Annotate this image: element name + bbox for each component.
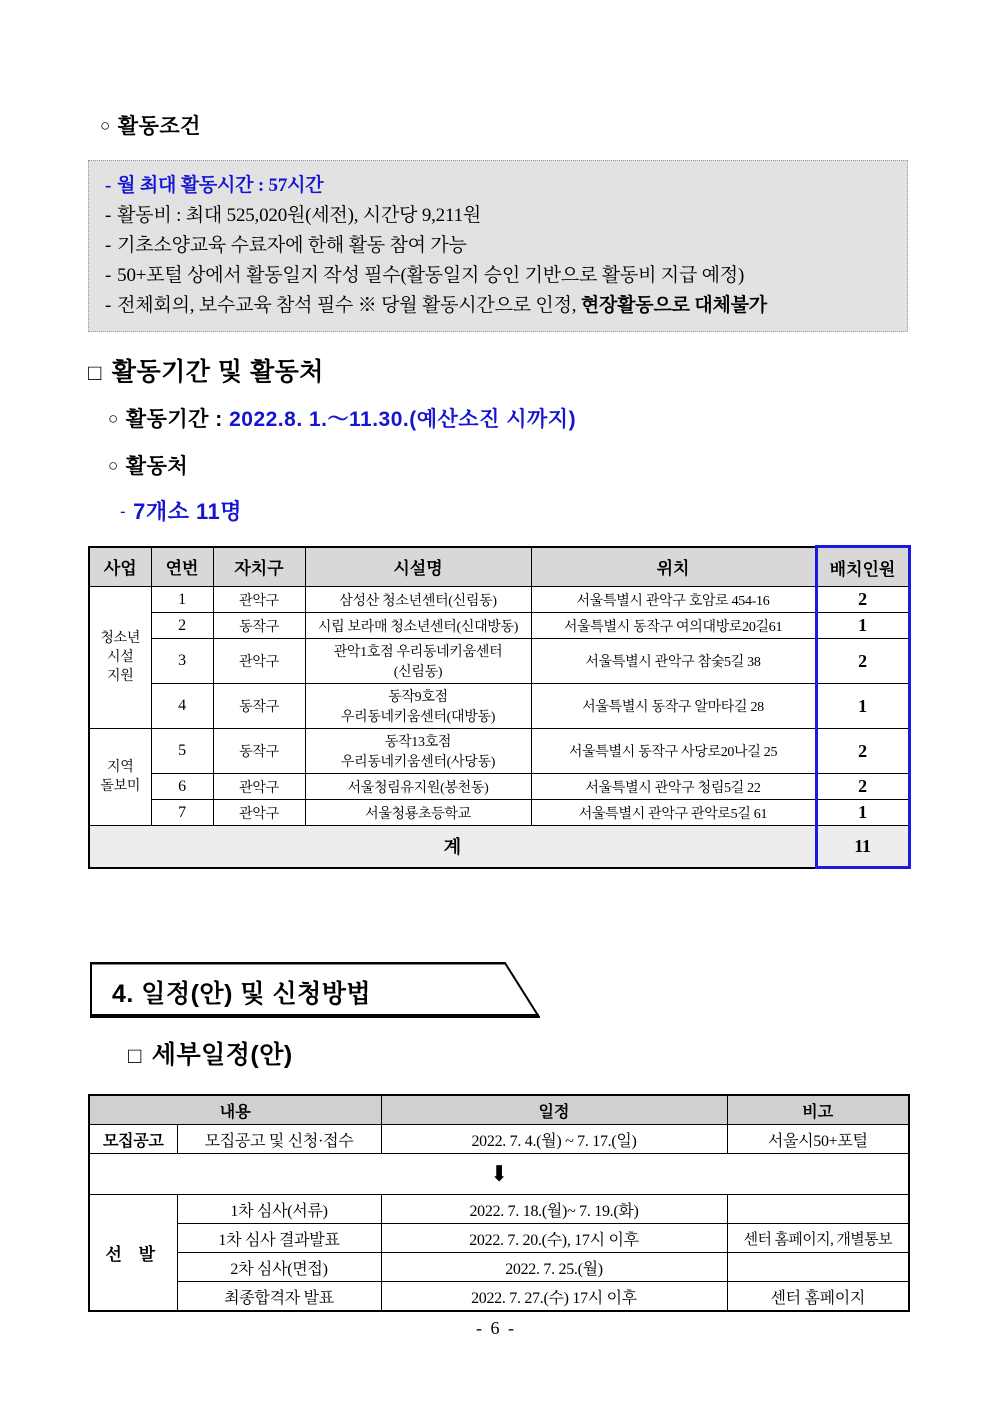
condition-line-3: [105, 231, 893, 261]
cell-seq: 3: [151, 639, 213, 684]
cell-location: 서울특별시 동작구 알마타길 28: [531, 684, 816, 729]
square-bullet-icon: □: [88, 360, 102, 385]
cell-headcount: 2: [816, 639, 909, 684]
table-row: [89, 1253, 909, 1282]
down-arrow-icon: ⬇: [89, 1154, 909, 1195]
cell-seq: 2: [151, 613, 213, 639]
col-header-content: 내용: [89, 1095, 381, 1125]
schedule-subheading-text: 세부일정(안): [151, 1041, 293, 1069]
schedule-subheading: [128, 1035, 293, 1071]
condition-line-1-text: 월 최대 활동시간 : 57시간: [117, 175, 324, 196]
cell-seq: 6: [151, 774, 213, 800]
section-4-title: 4. 일정(안) 및 신청방법: [112, 980, 372, 1008]
conditions-heading-text: 활동조건: [117, 115, 201, 138]
cell-headcount: 1: [816, 684, 909, 729]
cell-location: 서울특별시 관악구 청림5길 22: [531, 774, 816, 800]
cell-district: 관악구: [213, 587, 305, 613]
dash-marker: -: [105, 295, 112, 316]
schedule-table-header-row: [89, 1095, 909, 1125]
cell-seq: 7: [151, 800, 213, 826]
cell-selection-label: 선 발: [89, 1195, 177, 1312]
place-label: 활동처: [125, 455, 189, 478]
table-row: [89, 800, 909, 826]
cell-seq: 1: [151, 587, 213, 613]
cell-notice-content: 모집공고 및 신청·접수: [177, 1125, 381, 1154]
place-summary-text: 7개소 11명: [133, 499, 243, 524]
col-header-location: 위치: [531, 547, 816, 587]
table-row: [89, 1195, 909, 1224]
dash-marker: -: [120, 502, 127, 521]
cell-location: 서울특별시 관악구 호암로 454-16: [531, 587, 816, 613]
condition-line-5: [105, 291, 893, 321]
cell-facility: 서울청림유지원(봉천동): [305, 774, 531, 800]
conditions-heading: [100, 110, 201, 140]
cell-facility: 관악1호점 우리동네키움센터 (신림동): [305, 639, 531, 684]
cell-notice-schedule: 2022. 7. 4.(월) ~ 7. 17.(일): [381, 1125, 727, 1154]
dash-marker: -: [105, 235, 112, 256]
cell-headcount: 1: [816, 613, 909, 639]
cell-content: 1차 심사 결과발표: [177, 1224, 381, 1253]
table-row-notice: [89, 1125, 909, 1154]
condition-line-2: [105, 201, 893, 231]
period-label: 활동기간 :: [125, 408, 230, 431]
cell-schedule: 2022. 7. 20.(수), 17시 이후: [381, 1224, 727, 1253]
col-header-schedule: 일정: [381, 1095, 727, 1125]
facility-table: [88, 545, 911, 869]
cell-location: 서울특별시 관악구 관악로5길 61: [531, 800, 816, 826]
table-row: [89, 639, 909, 684]
condition-line-4-text: 50+포털 상에서 활동일지 작성 필수(활동일지 승인 기반으로 활동비 지급 예정): [117, 265, 745, 286]
conditions-box: [88, 160, 908, 332]
dash-marker: -: [105, 175, 112, 196]
cell-facility: 삼성산 청소년센터(신림동): [305, 587, 531, 613]
cell-district: 관악구: [213, 639, 305, 684]
table-row: [89, 684, 909, 729]
table-row: [89, 729, 909, 774]
section-4-banner: [90, 962, 540, 1018]
page-number: - 6 -: [476, 1318, 516, 1338]
condition-line-5-text: 전체회의, 보수교육 참석 필수 ※ 당월 활동시간으로 인정,: [117, 295, 581, 316]
cell-location: 서울특별시 동작구 여의대방로20길61: [531, 613, 816, 639]
cell-district: 관악구: [213, 774, 305, 800]
table-row: [89, 1282, 909, 1312]
cell-facility: 시립 보라매 청소년센터(신대방동): [305, 613, 531, 639]
cell-note: 센터 홈페이지, 개별통보: [727, 1224, 909, 1253]
cell-facility: 동작13호점 우리동네키움센터(사당동): [305, 729, 531, 774]
cell-location: 서울특별시 동작구 사당로20나길 25: [531, 729, 816, 774]
cell-headcount: 2: [816, 729, 909, 774]
cell-schedule: 2022. 7. 25.(월): [381, 1253, 727, 1282]
condition-line-4: [105, 261, 893, 291]
cell-notice-note: 서울시50+포털: [727, 1125, 909, 1154]
period-row: [108, 403, 576, 433]
circle-bullet-icon: ○: [100, 116, 111, 135]
col-header-seq: 연번: [151, 547, 213, 587]
cell-facility: 동작9호점 우리동네키움센터(대방동): [305, 684, 531, 729]
table-row: [89, 774, 909, 800]
circle-bullet-icon: ○: [108, 409, 119, 428]
cell-note: [727, 1195, 909, 1224]
col-header-district: 자치구: [213, 547, 305, 587]
condition-line-5-emphasis: 현장활동으로 대체불가: [580, 295, 767, 316]
dash-marker: -: [105, 265, 112, 286]
table-row: [89, 613, 909, 639]
cell-notice-label: 모집공고: [89, 1125, 177, 1154]
cell-note: 센터 홈페이지: [727, 1282, 909, 1312]
cell-district: 동작구: [213, 729, 305, 774]
facility-table-header-row: [89, 547, 909, 587]
facility-table-total-row: [89, 826, 909, 868]
col-header-note: 비고: [727, 1095, 909, 1125]
cell-content: 최종합격자 발표: [177, 1282, 381, 1312]
col-header-facility-name: 시설명: [305, 547, 531, 587]
condition-line-1: [105, 171, 893, 201]
schedule-table: [88, 1094, 910, 1312]
cell-district: 동작구: [213, 613, 305, 639]
condition-line-3-text: 기초소양교육 수료자에 한해 활동 참여 가능: [117, 235, 467, 256]
col-header-headcount: 배치인원: [816, 547, 909, 587]
table-row: [89, 1224, 909, 1253]
period-section-heading: [88, 352, 324, 388]
square-bullet-icon: □: [128, 1043, 142, 1068]
cell-facility: 서울청룡초등학교: [305, 800, 531, 826]
table-row: [89, 587, 909, 613]
circle-bullet-icon: ○: [108, 456, 119, 475]
group-label-youth-facility: 청소년 시설 지원: [89, 587, 151, 729]
total-headcount: 11: [816, 826, 909, 868]
cell-note: [727, 1253, 909, 1282]
cell-district: 동작구: [213, 684, 305, 729]
cell-schedule: 2022. 7. 18.(월)~ 7. 19.(화): [381, 1195, 727, 1224]
cell-content: 1차 심사(서류): [177, 1195, 381, 1224]
cell-schedule: 2022. 7. 27.(수) 17시 이후: [381, 1282, 727, 1312]
col-header-business: 사업: [89, 547, 151, 587]
cell-seq: 4: [151, 684, 213, 729]
period-value: 2022.8. 1.～11.30.(예산소진 시까지): [229, 408, 577, 431]
cell-district: 관악구: [213, 800, 305, 826]
total-label: 계: [89, 826, 816, 868]
condition-line-2-text: 활동비 : 최대 525,020원(세전), 시간당 9,211원: [117, 205, 482, 226]
table-row-arrow: [89, 1154, 909, 1195]
cell-content: 2차 심사(면접): [177, 1253, 381, 1282]
cell-headcount: 2: [816, 774, 909, 800]
period-section-heading-text: 활동기간 및 활동처: [111, 358, 324, 386]
place-summary-row: [120, 495, 242, 526]
cell-location: 서울특별시 관악구 참숯5길 38: [531, 639, 816, 684]
group-label-community-care: 지역 돌보미: [89, 729, 151, 826]
cell-seq: 5: [151, 729, 213, 774]
dash-marker: -: [105, 205, 112, 226]
cell-headcount: 1: [816, 800, 909, 826]
cell-headcount: 2: [816, 587, 909, 613]
place-row: [108, 450, 188, 480]
